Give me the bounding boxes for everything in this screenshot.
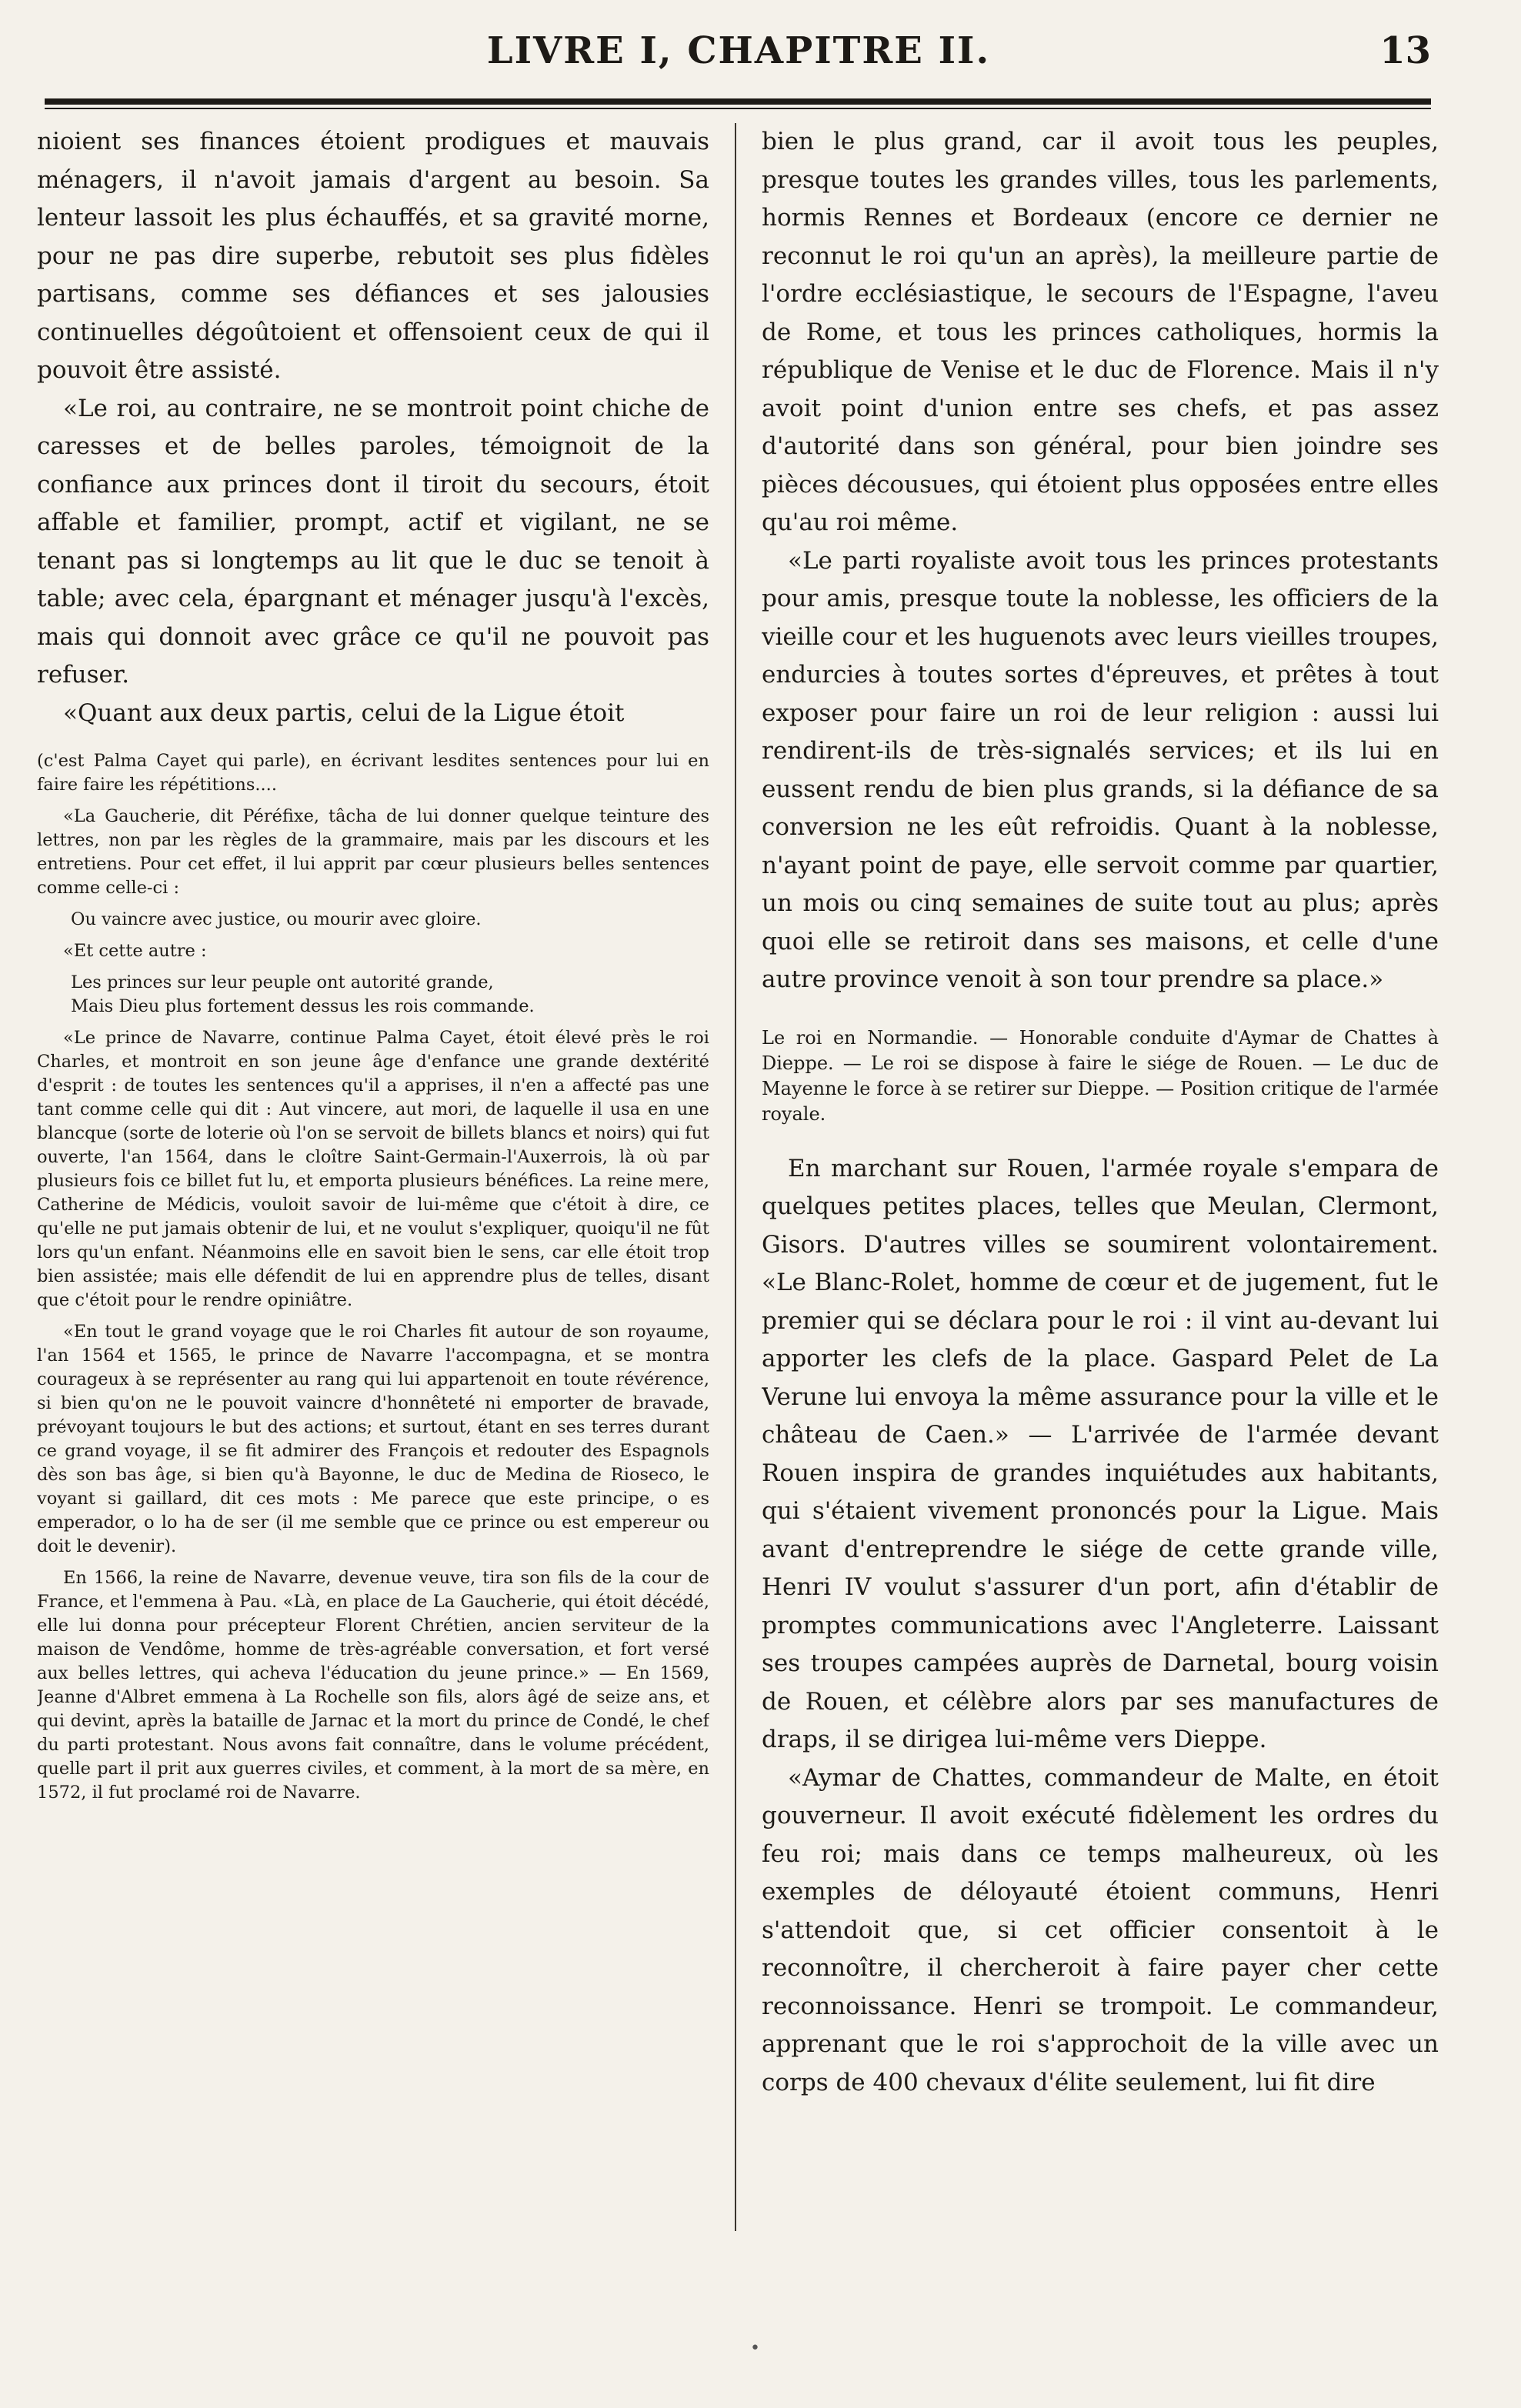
column-divider <box>735 123 736 2231</box>
paragraph: nioient ses finances étoient prodigues et mauvais ménagers, il n'avoit jamais d'argent au besoin. Sa lenteur lassoit les plus échauffés, et sa gravité morne, pour ne pas dire superbe, rebutoit ses plus fidèles partisans, comme ses défiances et ses jalousies continuelles dégoûtoient et offensoient ceux de qui il pouvoit être assisté. <box>37 128 709 384</box>
left-column <box>37 123 709 2277</box>
verse-line: Mais Dieu plus fortement dessus les rois commande. <box>71 996 535 1016</box>
running-head <box>46 29 1431 83</box>
print-mark: • <box>750 2339 760 2358</box>
footnote-text: En 1566, la reine de Navarre, devenue veuve, tira son fils de la cour de France, et l'emmena à Pau. «Là, en place de La Gaucherie, qui étoit décédé, elle lui donna pour précepteur Florent Chrétien, ancien serviteur de la maison de Vendôme, homme de très-agréable conversation, et fort versé aux belles lettres, qui acheva l'éducation du jeune prince.» — En 1569, Jeanne d'Albret emmena à La Rochelle son fils, alors âgé de seize ans, et qui devint, après la bataille de Jarnac et la mort du prince de Condé, le chef du parti protestant. Nous avons fait connaître, dans le volume précédent, quelle part il prit aux guerres civiles, et comment, à la mort de sa mère, en 1572, il fut proclamé roi de Navarre. <box>37 1568 709 1803</box>
paragraph: bien le plus grand, car il avoit tous les peuples, presque toutes les grandes villes, tous les parlements, hormis Rennes et Bordeaux (encore ce dernier ne reconnut le roi qu'un an après), la meilleure partie de l'ordre ecclésiastique, le secours de l'Espagne, l'aveu de Rome, et tous les princes catholiques, hormis la république de Venise et le duc de Florence. Mais il n'y avoit point d'union entre ses chefs, et pas assez d'autorité dans son général, pour bien joindre ses pièces décousues, qui étoient plus opposées entre elles qu'au roi même. <box>762 128 1439 536</box>
paragraph: «Le roi, au contraire, ne se montroit point chiche de caresses et de belles paroles, témoignoit de la confiance aux princes dont il tiroit du secours, étoit affable et familier, prompt, actif et vigilant, ne se tenant pas si longtemps au lit que le duc se tenoit à table; avec cela, épargnant et ménager jusqu'à l'excès, mais qui donnoit avec grâce ce qu'il ne pouvoit pas refuser. <box>37 394 709 689</box>
header-rule <box>45 98 1431 105</box>
header-rule-thin <box>45 108 1431 109</box>
footnote-text: (c'est Palma Cayet qui parle), en écrivant lesdites sentences pour lui en faire faire les répétitions.... <box>37 751 709 795</box>
verse-line: Les princes sur leur peuple ont autorité grande, <box>71 972 494 992</box>
paragraph: En marchant sur Rouen, l'armée royale s'empara de quelques petites places, telles que Meulan, Clermont, Gisors. D'autres villes se soumirent volontairement. «Le Blanc-Rolet, homme de cœur et de jugement, fut le premier qui se déclara pour le roi : il vint au-devant lui apporter les clefs de la place. Gaspard Pelet de La Verune lui envoya la même assurance pour la ville et le château de Caen.» — L'arrivée de l'armée devant Rouen inspira de grandes inquiétudes aux habitants, qui s'étaient vivement prononcés pour la Ligue. Mais avant d'entreprendre le siége de cette grande ville, Henri IV voulut s'assurer d'un port, afin d'établir de promptes communications avec l'Angleterre. Laissant ses troupes campées auprès de Darnetal, bourg voisin de Rouen, et célèbre alors par ses manufactures de draps, il se dirigea lui-même vers Dieppe. <box>762 1154 1439 1753</box>
section-summary: Le roi en Normandie. — Honorable conduite d'Aymar de Chattes à Dieppe. — Le roi se dispose à faire le siége de Rouen. — Le duc de Mayenne le force à se retirer sur Dieppe. — Position critique de l'armée royale. <box>762 1026 1439 1125</box>
running-title: LIVRE I, CHAPITRE II. <box>486 29 991 72</box>
footnote-text: «Le prince de Navarre, continue Palma Cayet, étoit élevé près le roi Charles, et montroit en son jeune âge d'enfance une grande dextérité d'esprit : de toutes les sentences qu'il a apprises, il n'en a affecté pas une tant comme celle qui dit : Aut vincere, aut mori, de laquelle il usa en une blancque (sorte de loterie où l'on se servoit de billets blancs et noirs) qui fut ouverte, l'an 1564, dans le cloître Saint-Germain-l'Auxerrois, là où par plusieurs fois ce billet fut lu, et emporta plusieurs bénéfices. La reine mere, Catherine de Médicis, vouloit savoir de lui-même que c'étoit à dire, ce qu'elle ne put jamais obtenir de lui, et ne voulut s'expliquer, quoiqu'il ne fût lors qu'un enfant. Néanmoins elle en savoit bien le sens, car elle étoit trop bien assistée; mais elle défendit de lui en apprendre plus de telles, disant que c'étoit pour le rendre opiniâtre. <box>37 1028 709 1310</box>
footnote-text: «Et cette autre : <box>63 941 207 961</box>
right-column <box>762 123 1439 2277</box>
paragraph: «Le parti royaliste avoit tous les princes protestants pour amis, presque toute la noblesse, les officiers de la vieille cour et les huguenots avec leurs vieilles troupes, endurcies à toutes sortes d'épreuves, et prêtes à tout exposer pour faire un roi de leur religion : aussi lui rendirent-ils de très-signalés services; et ils lui en eussent rendu de bien plus grands, si la défiance de sa conversion ne les eût refroidis. Quant à la noblesse, n'ayant point de paye, elle servoit comme par quartier, un mois ou cinq semaines de suite tout au plus; après quoi elle se retiroit dans ses maisons, et celle d'une autre province venoit à son tour prendre sa place.» <box>762 546 1439 993</box>
footnote-text: «En tout le grand voyage que le roi Charles fit autour de son royaume, l'an 1564 et 1565, le prince de Navarre l'accompagna, et se montra courageux à se représenter au rang qui lui appartenoit en toute révérence, si bien qu'on ne le pouvoit vaincre d'honnêteté ni emporter de bravade, prévoyant toujours le but des actions; et surtout, étant en ses terres durant ce grand voyage, il se fit admirer des François et redouter des Espagnols dès son bas âge, si bien qu'à Bayonne, le duc de Medina de Rioseco, le voyant si gaillard, dit ces mots : Me parece que este principe, o es emperador, o lo ha de ser (il me semble que ce prince ou est empereur ou doit le devenir). <box>37 1322 709 1556</box>
paragraph: «Aymar de Chattes, commandeur de Malte, en étoit gouverneur. Il avoit exécuté fidèlement les ordres du feu roi; mais dans ce temps malheureux, où les exemples de déloyauté étoient communs, Henri s'attendoit que, si cet officier consentoit à le reconnoître, il chercheroit à faire payer cher cette reconnoissance. Henri se trompoit. Le commandeur, apprenant que le roi s'approchoit de la ville avec un corps de 400 chevaux d'élite seulement, lui fit dire <box>762 1763 1439 2096</box>
paragraph: «Quant aux deux partis, celui de la Ligue étoit <box>63 699 625 727</box>
footnote-text: «La Gaucherie, dit Péréfixe, tâcha de lui donner quelque teinture des lettres, non par les règles de la grammaire, mais par les discours et les entretiens. Pour cet effet, il lui apprit par cœur plusieurs belles sentences comme celle-ci : <box>37 806 709 898</box>
page-number: 13 <box>1379 29 1431 72</box>
verse-line: Ou vaincre avec justice, ou mourir avec gloire. <box>71 909 482 929</box>
